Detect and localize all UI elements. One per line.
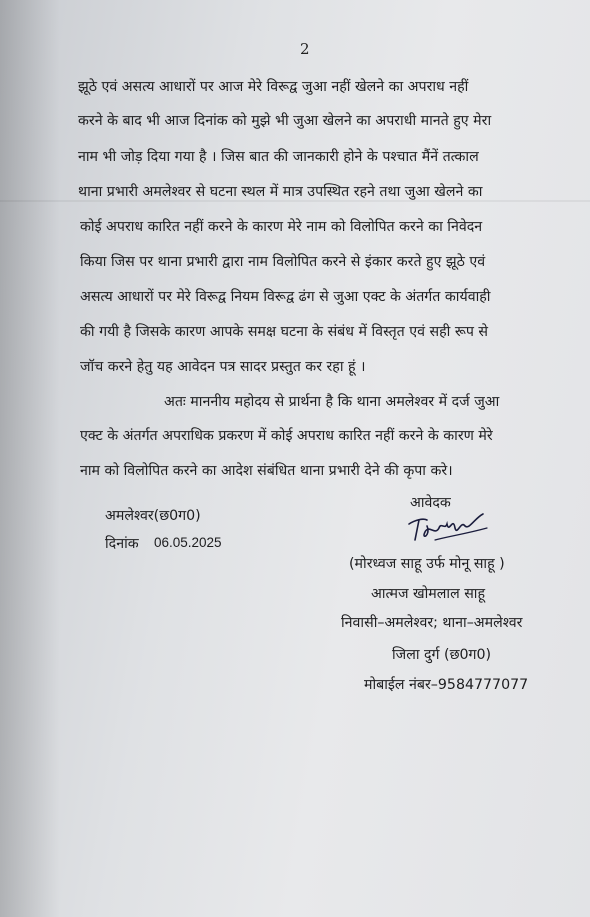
date-label: दिनांक xyxy=(105,536,139,552)
applicant-label: आवेदक xyxy=(410,495,451,511)
applicant-name: (मोरध्वज साहू उर्फ मोनू साहू ) xyxy=(349,556,505,572)
prayer-line: एक्ट के अंतर्गत अपराधिक प्रकरण में कोई अपराध कारित नहीं करने के कारण मेरे xyxy=(80,428,493,444)
body-line: करने के बाद भी आज दिनांक को मुझे भी जुआ खेलने का अपराधी मानते हुए मेरा xyxy=(78,113,492,129)
body-line: की गयी है जिसके कारण आपके समक्ष घटना के संबंध में विस्तृत एवं सही रूप से xyxy=(80,324,489,340)
applicant-address: निवासी–अमलेश्वर; थाना–अमलेश्वर xyxy=(341,615,523,631)
page-number: 2 xyxy=(300,40,310,58)
date-value: 06.05.2025 xyxy=(154,535,222,550)
body-line: कोई अपराध कारित नहीं करने के कारण मेरे नाम को विलोपित करने का निवेदन xyxy=(80,219,483,235)
body-line: झूठे एवं असत्य आधारों पर आज मेरे विरूद्व जुआ नहीं खेलने का अपराध नहीं xyxy=(78,79,469,95)
body-line: थाना प्रभारी अमलेश्वर से घटना स्थल में मात्र उपस्थित रहने तथा जुआ खेलने का xyxy=(78,184,483,200)
body-line: किया जिस पर थाना प्रभारी द्वारा नाम विलोपित करने से इंकार करते हुए झूठे एवं xyxy=(80,254,486,270)
prayer-line: अतः माननीय महोदय से प्रार्थना है कि थाना अमलेश्वर में दर्ज जुआ xyxy=(164,394,500,410)
page-shadow xyxy=(0,0,60,917)
signature xyxy=(405,506,495,551)
applicant-district: जिला दुर्ग (छ0ग0) xyxy=(392,647,492,663)
applicant-father: आत्मज खोमलाल साहू xyxy=(371,586,485,602)
body-line: असत्य आधारों पर मेरे विरूद्व नियम विरूद्व ढंग से जुआ एक्ट के अंतर्गत कार्यवाही xyxy=(80,289,491,305)
body-line: नाम भी जोड़ दिया गया है । जिस बात की जानकारी होने के पश्चात मैंनें तत्काल xyxy=(78,149,479,165)
body-line: जॉच करने हेतु यह आवेदन पत्र सादर प्रस्तुत कर रहा हूं । xyxy=(80,359,366,375)
applicant-mobile: मोबाईल नंबर–9584777077 xyxy=(364,677,529,693)
prayer-line: नाम को विलोपित करने का आदेश संबंधित थाना प्रभारी देने की कृपा करे। xyxy=(80,463,453,479)
place-text: अमलेश्वर(छ0ग0) xyxy=(105,508,201,524)
